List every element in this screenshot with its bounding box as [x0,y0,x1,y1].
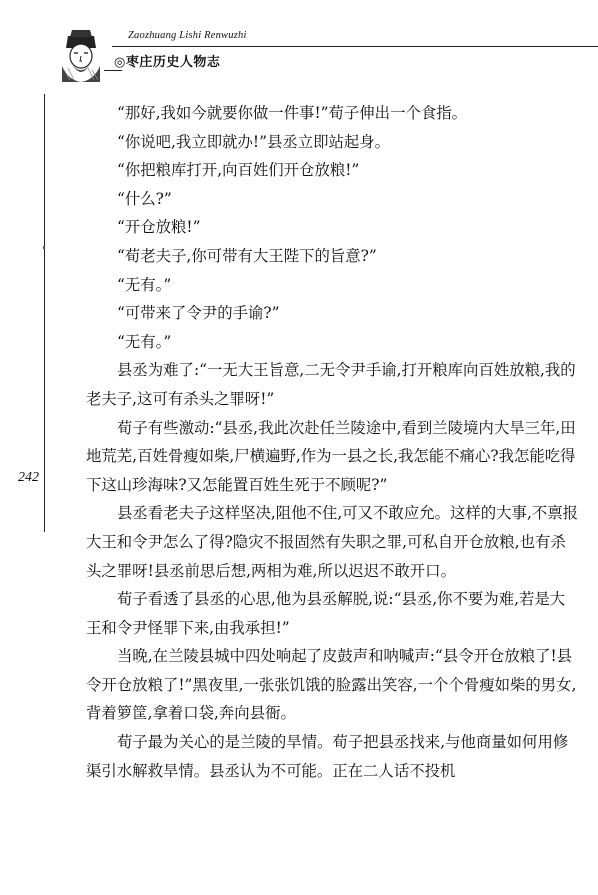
page-number: 242 [18,470,39,485]
paragraph: “开仓放粮!” [117,218,201,237]
paragraph: “荀老夫子,你可带有大王陛下的旨意?” [117,246,377,265]
paragraph: “什么?” [117,189,172,208]
paragraph: 荀子有些激动:“县丞,我此次赴任兰陵途中,看到兰陵境内大旱三年,田地荒芜,百姓骨瘦如柴,尸横遍野,作为一县之长,我怎能不痛心?我怎能吃得下这山珍海味?又怎能置百姓生死于不顾呢?” [86,418,576,494]
paragraph: 县丞看老夫子这样坚决,阻他不住,可又不敢应允。这样的大事,不禀报大王和令尹怎么了得?隐灾不报固然有失职之罪,可私自开仓放粮,也有杀头之罪呀!县丞前思后想,两相为难,所以迟迟不敢开口。 [86,504,579,580]
paragraph: “无有。” [117,332,172,351]
series-title-chinese: ◎枣庄历史人物志 [114,55,221,70]
paragraph: “你把粮库打开,向百姓们开仓放粮!” [117,161,360,180]
series-title-english: Zaozhuang Lishi Renwuzhi [128,30,247,41]
running-header [44,14,598,94]
paragraph: “那好,我如今就要你做一件事!”荀子伸出一个食指。 [117,104,468,122]
margin-rule [44,94,45,532]
paragraph: “无有。” [117,275,172,294]
paragraph: 当晚,在兰陵县城中四处响起了皮鼓声和呐喊声:“县令开仓放粮了!县令开仓放粮了!”黑夜里,一张张饥饿的脸露出笑容,一个个骨瘦如柴的男女,背着箩筐,拿着口袋,奔向县衙。 [86,647,577,723]
scholar-portrait-icon [54,26,108,82]
paragraph: “你说吧,我立即就办!”县丞立即站起身。 [117,132,391,151]
header-rule [112,46,598,47]
header-rule-short [104,70,122,71]
scan-mark [43,246,45,249]
paragraph: 县丞为难了:“一无大王旨意,二无令尹手谕,打开粮库向百姓放粮,我的老夫子,这可有杀头之罪呀!” [86,361,576,408]
paragraph: 荀子最为关心的是兰陵的旱情。荀子把县丞找来,与他商量如何用修渠引水解救旱情。县丞认为不可能。正在二人话不投机 [86,733,569,780]
paragraph: “可带来了令尹的手谕?” [117,304,280,323]
body-text [86,99,580,785]
paragraph: 荀子看透了县丞的心思,他为县丞解脱,说:“县丞,你不要为难,若是大王和令尹怪罪下来,由我承担!” [86,590,566,637]
